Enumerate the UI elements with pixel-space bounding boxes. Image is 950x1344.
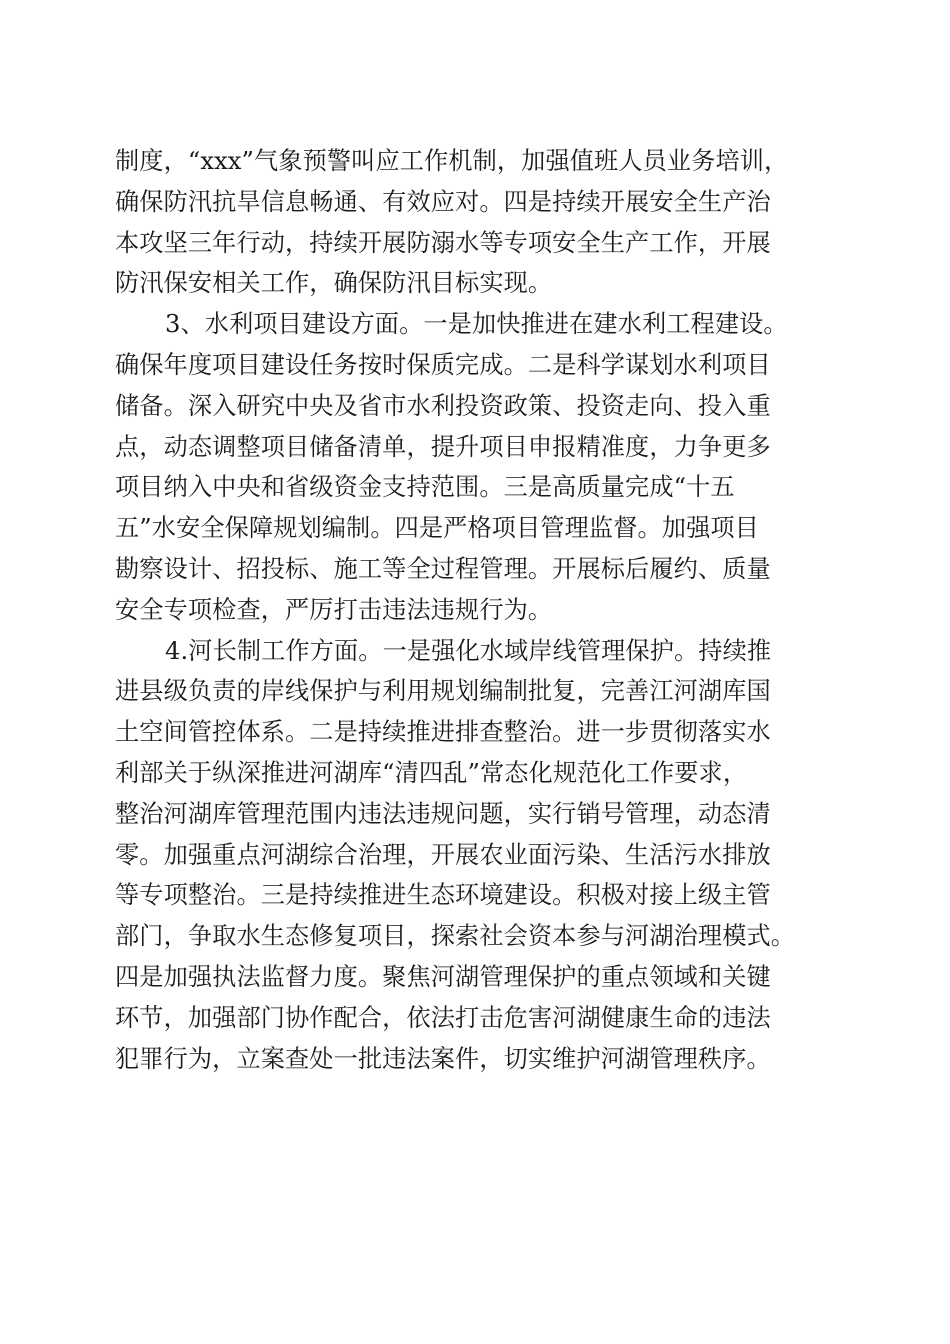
- text-line: 项目纳入中央和省级资金支持范围。三是高质量完成“十五: [115, 473, 735, 502]
- text-line: 零。加强重点河湖综合治理，开展农业面污染、生活污水排放: [115, 840, 771, 869]
- text-line: 储备。深入研究中央及省市水利投资政策、投资走向、投入重: [115, 391, 771, 420]
- text-line: 土空间管控体系。二是持续推进排查整治。进一步贯彻落实水: [115, 718, 771, 747]
- text-line: 安全专项检查，严厉打击违法违规行为。: [115, 595, 553, 624]
- text-line: 确保年度项目建设任务按时保质完成。二是科学谋划水利项目: [115, 350, 771, 379]
- section-heading-line: 3、水利项目建设方面。一是加快推进在建水利工程建设。: [165, 310, 788, 339]
- text-line: 防汛保安相关工作，确保防汛目标实现。: [115, 269, 553, 298]
- text-line: 点，动态调整项目储备清单，提升项目申报精准度，力争更多: [115, 432, 771, 461]
- text-line: 等专项整治。三是持续推进生态环境建设。积极对接上级主管: [115, 881, 771, 910]
- text-line: 部门，争取水生态修复项目，探索社会资本参与河湖治理模式。: [115, 922, 796, 951]
- text-line: 本攻坚三年行动，持续开展防溺水等专项安全生产工作，开展: [115, 228, 771, 257]
- text-line: 四是加强执法监督力度。聚焦河湖管理保护的重点领域和关键: [115, 962, 771, 991]
- text-line: 五”水安全保障规划编制。四是严格项目管理监督。加强项目: [115, 514, 759, 543]
- text-line: 利部关于纵深推进河湖库“清四乱”常态化规范化工作要求，: [115, 758, 748, 787]
- text-line: 进县级负责的岸线保护与利用规划编制批复，完善江河湖库国: [115, 677, 771, 706]
- section-heading-line: 4.河长制工作方面。一是强化水域岸线管理保护。持续推: [165, 636, 772, 665]
- text-line: 确保防汛抗旱信息畅通、有效应对。四是持续开展安全生产治: [115, 187, 771, 216]
- text-line: 制度，“xxx”气象预警叫应工作机制，加强值班人员业务培训，: [115, 147, 789, 175]
- text-line: 犯罪行为，立案查处一批违法案件，切实维护河湖管理秩序。: [115, 1044, 771, 1073]
- text-line: 整治河湖库管理范围内违法违规问题，实行销号管理，动态清: [115, 799, 771, 828]
- text-line: 环节，加强部门协作配合，依法打击危害河湖健康生命的违法: [115, 1003, 771, 1032]
- document-body: [115, 141, 835, 1079]
- text-line: 勘察设计、招投标、施工等全过程管理。开展标后履约、质量: [115, 554, 771, 583]
